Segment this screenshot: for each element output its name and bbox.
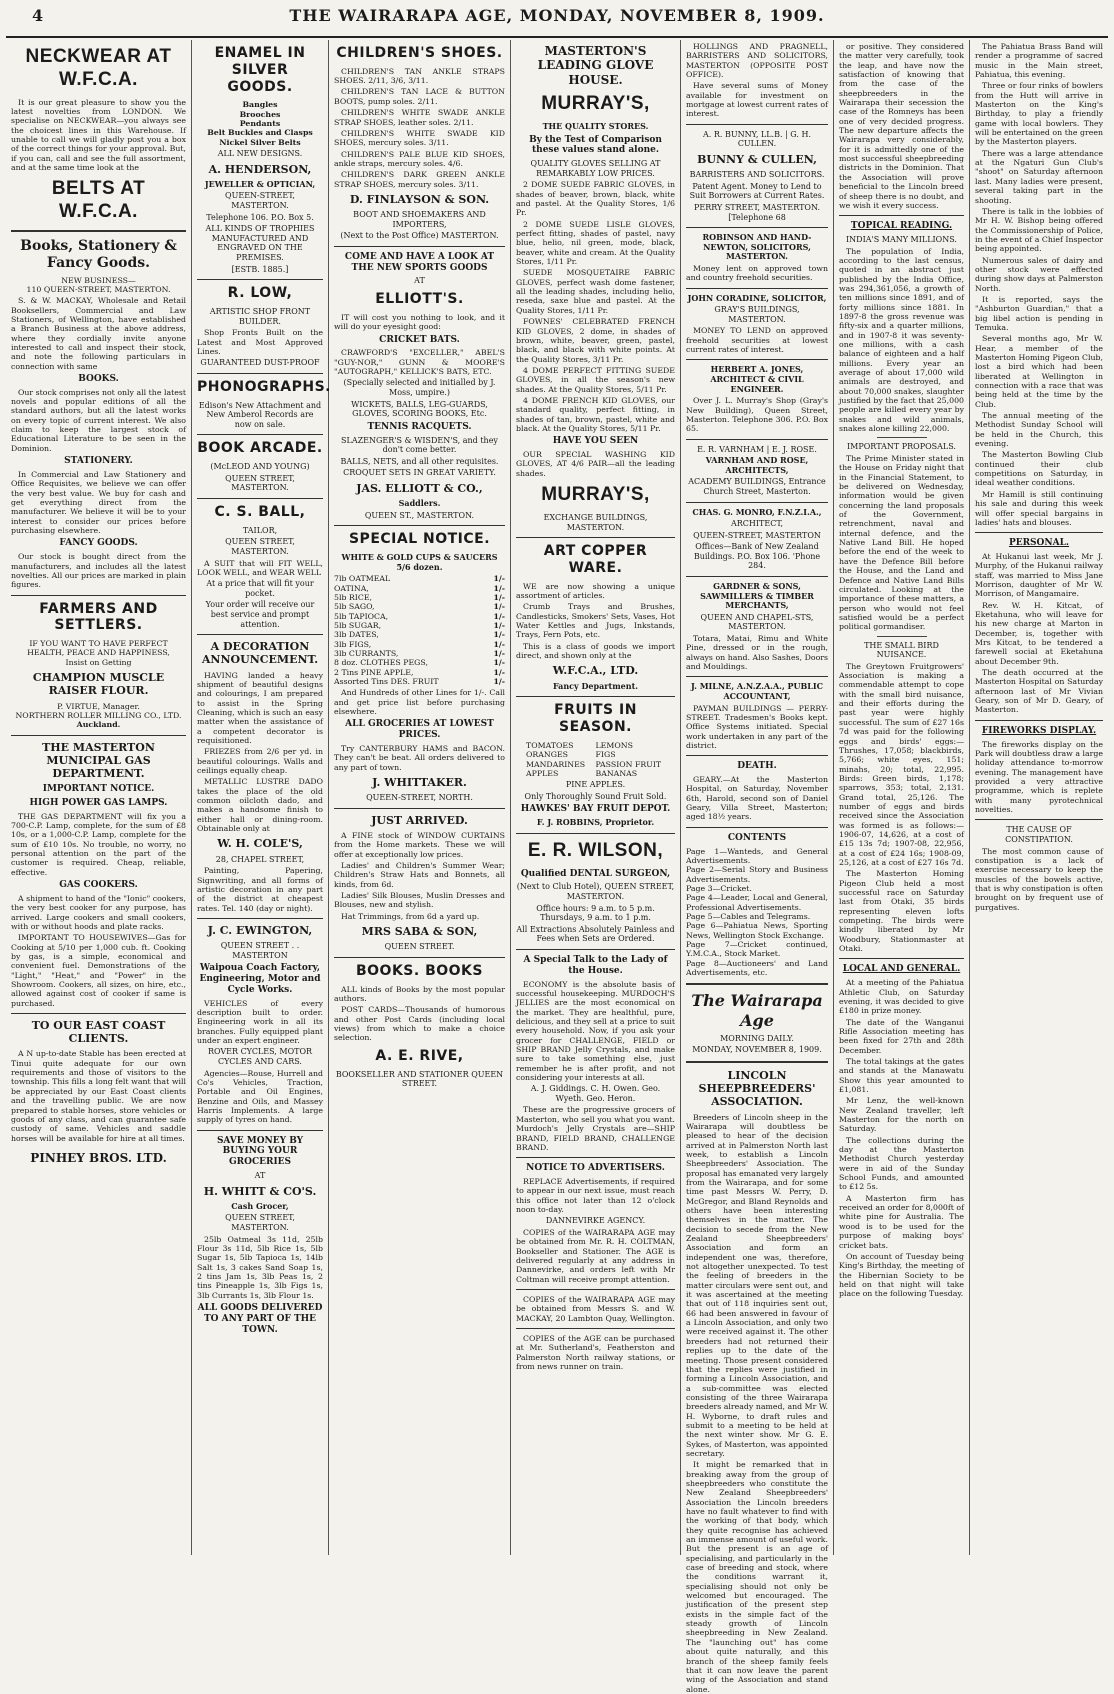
- price-item-price: 1/-: [493, 574, 505, 584]
- dado-text: METALLIC LUSTRE DADO takes the place of the old common oilcloth dado, and makes a handsome finish to either hall or dining-room. Obtainable only at: [197, 777, 323, 834]
- cups-saucers: WHITE & GOLD CUPS & SAUCERS 5/6 dozen.: [341, 552, 498, 572]
- price-item-price: 1/-: [493, 677, 505, 687]
- price-list-item: [334, 640, 505, 649]
- item-bangles: Bangles: [242, 100, 278, 110]
- personal-1: At Hukanui last week, Mr J. Murphy, of the Hukanui railway staff, was married to Miss Jane Morrison, daughter of Mr W. Morrison, of Mangamaire.: [975, 551, 1103, 599]
- cricket-selected: (Specially selected and initialled by J. Moss, umpire.): [343, 378, 496, 397]
- hundreds-lines: And Hundreds of other Lines for 1/-. Call and get price list before purchasing elsewhere.: [334, 688, 505, 717]
- column-3: [329, 40, 511, 1555]
- virtue-signature: P. VIRTUE, Manager.: [57, 701, 140, 711]
- ball-address: QUEEN STREET, MASTERTON.: [225, 537, 295, 556]
- price-list-item: [334, 612, 505, 621]
- shoe-line-6: CHILDREN'S DARK GREEN ANKLE STRAP SHOES, mercury soles. 3/11.: [334, 170, 505, 189]
- masthead: [6, 0, 1108, 38]
- books-heading: Books, Stationery & Fancy Goods.: [20, 237, 177, 271]
- economy-text: ECONOMY is the absolute basis of successful housekeeping. MURDOCH'S JELLIES are the most economical on the market. They are healthful, pure, delicious, and they sell at a price to suit every household. Now, if you ask your grocer for CHALLENGE, FIELD or SHIP BRAND Jelly Crystals, and make sure to take something else, just remember he is after profit, and not considering your interests at all.: [516, 979, 675, 1082]
- local-4: Mr Lenz, the well-known New Zealand traveller, left Masterton for the north on Saturday.: [839, 1096, 964, 1134]
- book-arcade-heading: BOOK ARCADE.: [197, 440, 323, 457]
- news-9: The Masterton Bowling Club continued their club competitions on Saturday, in ideal weather conditions.: [975, 450, 1103, 488]
- ball-price: At a price that will fit your pocket.: [206, 579, 314, 598]
- constipation-heading: THE CAUSE OF CONSTIPATION.: [1005, 825, 1073, 844]
- price-list-item: [334, 668, 505, 677]
- agencies-text: Agencies—Rouse, Hurrell and Co's Vehicles, Traction, Portable and Oil Engines, Benzine and Oils, and Massey Harris Implements. A large supply of tyres on hand.: [197, 1068, 323, 1125]
- varnham-heading: VARNHAM AND ROSE, ARCHITECTS,: [705, 455, 809, 475]
- cricket-wickets: WICKETS, BALLS, LEG-GUARDS, GLOVES, SCORING BOOKS, Etc.: [351, 399, 488, 419]
- lincoln-heading: LINCOLN SHEEPBREEDERS' ASSOCIATION.: [698, 1069, 816, 1109]
- low-trade: ARTISTIC SHOP FRONT BUILDER.: [209, 307, 311, 326]
- housewives-text: IMPORTANT TO HOUSEWIVES—Gas for Cooking at 5/10 per 1,000 cub. ft. Cooking by gas, is a simple, economical and convenient fuel. Demonstrations of the "Light," "Heat," and "Power" in the Showroom. Cookers, all sizes, on hire, etc., allowed against cost of cooker if same is purchased.: [11, 933, 186, 1008]
- contents-item: Page 8—Auctioneers' and Land Advertisements, etc.: [686, 958, 828, 978]
- fruit-item: MANDARINES: [526, 759, 586, 769]
- enamel-heading: ENAMEL IN SILVER GOODS.: [214, 45, 306, 95]
- news-6: It is reported, says the "Ashburton Guardian," that a big libel action is pending in Temuka.: [975, 294, 1103, 332]
- quality-stores: THE QUALITY STORES.: [542, 120, 649, 131]
- gas-cookers-heading: GAS COOKERS.: [59, 880, 138, 891]
- robbins-proprietor: F. J. ROBBINS, Proprietor.: [536, 817, 655, 828]
- ball-name: C. S. BALL,: [214, 504, 306, 520]
- wilson-address: (Next to Club Hotel), QUEEN STREET, MASTERTON.: [516, 882, 675, 901]
- price-item-price: 1/-: [493, 639, 505, 649]
- price-list-item: [334, 677, 505, 686]
- dust-proof: GUARANTEED DUST-PROOF: [200, 358, 320, 368]
- ball-suit: A SUIT that will FIT WELL, LOOK WELL, and WEAR WELL: [197, 558, 323, 577]
- elliott-co-name: JAS. ELLIOTT & CO.,: [356, 481, 483, 495]
- fireworks-heading: FIREWORKS DISPLAY.: [981, 725, 1097, 736]
- column-4: [511, 40, 681, 1555]
- local-general-heading: LOCAL AND GENERAL.: [842, 964, 961, 975]
- price-item-name: 7lb OATMEAL: [334, 574, 391, 584]
- glove-line-2: 2 DOME SUEDE LISLE GLOVES, perfect fitting, shades of pastel, navy blue, helio, nil green, mode, black, beaver, white and cream. At the Quality Stores, 1/11 Pr.: [516, 219, 675, 267]
- price-item-name: 5lb TAPIOCA,: [334, 611, 389, 621]
- important-notice: IMPORTANT NOTICE.: [42, 784, 155, 795]
- price-item-price: 1/-: [493, 658, 505, 668]
- whitt-delivery: ALL GOODS DELIVERED TO ANY PART OF THE TOWN.: [197, 1303, 323, 1335]
- coradine-text: MONEY TO LEND on approved freehold securities at lowest current rates of interest.: [686, 326, 828, 355]
- decoration-heading: A DECORATION ANNOUNCEMENT.: [201, 640, 319, 667]
- shoe-line-4: CHILDREN'S WHITE SWADE KID SHOES, mercury soles. 3/11.: [334, 128, 505, 148]
- whitt-prices: 25lb Oatmeal 3s 11d, 25lb Flour 3s 11d, 5lb Rice 1s, 5lb Sugar 1s, 5lb Tapioca 1s, 14lb Salt 1s, 3 cakes Sand Soap 1s, 2 tins Jam 1s, 3lb Peas 1s, 2 tins Pineapple 1s, 3lb Figs 1s, 3lb Currants 1s, 3lb Flour 1s.: [197, 1234, 323, 1300]
- rover-text: ROVER CYCLES, MOTOR CYCLES AND CARS.: [207, 1047, 313, 1067]
- wellington-copies: COPIES of the WAIRARAPA AGE may be obtained from Messrs S. and W. MACKAY, 20 Lambton Quay, Wellington.: [516, 1295, 675, 1323]
- price-item-price: 1/-: [493, 602, 505, 612]
- price-item-price: 1/-: [493, 649, 505, 659]
- price-list-item: [334, 621, 505, 630]
- hollings-text: Have several sums of Money available for investment on mortgage at lowest current rates of interest.: [686, 81, 828, 119]
- friezes-text: FRIEZES from 2/6 per yd. in beautiful colourings. Walls and ceilings equally cheap.: [197, 747, 323, 776]
- dannevirke-text: COPIES of the WAIRARAPA AGE may be obtained from Mr. R. H. COLTMAN, Bookseller and Stationer. The AGE is delivered regularly at any address in Dannevirke, and orders left with Mr Coltman will receive prompt attention.: [516, 1227, 675, 1284]
- wfca-name: W.F.C.A., LTD.: [552, 664, 639, 678]
- monro-heading: CHAS. G. MONRO, F.N.Z.I.A.,: [692, 506, 822, 517]
- finlayson-address: (Next to the Post Office) MASTERTON.: [340, 231, 499, 241]
- gas-lamps-text: THE GAS DEPARTMENT will fix you a 700-C.P. Lamp, complete, for the sum of £8 10s, or a 1,000-C.P. Lamp, complete for the sum of £10 10s. No trouble, no worry, no personal attention on the part of the customer is required. Cheap, reliable, effective.: [11, 811, 186, 877]
- glove-line-3: SUEDE MOSQUETAIRE FABRIC GLOVES, perfect wash dome fastener, all the leading shades, including helio, reseda, saxe blue and pastel. At the Quality Stores, 1/11 Pr.: [516, 268, 675, 315]
- art-copper-items: Crumb Trays and Brushes, Candlesticks, Smokers' Sets, Vases, Hot Water Kettles and Jugs, Inkstands, Trays, Fern Pots, etc.: [516, 602, 675, 640]
- price-list-item: [334, 574, 505, 583]
- price-item-price: 1/-: [493, 630, 505, 640]
- lincoln-text-1: Breeders of Lincoln sheep in the Wairarapa will doubtless be pleased to hear of the decision arrived at in Palmerston North last week, to establish a Lincoln Sheepbreeders' Association. The proposal has emanated very largely from the Wairarapa, and for some time past Messrs W. Perry, D. McGregor, and Bland Reynolds and others have been interesting themselves in the matter. The decision to secede from the New Zealand Sheepbreeders' Association and form an independent one was, therefore, not altogether unexpected. To test the feeling of breeders in the matter circulars were sent out, and it was ascertained at the meeting that out of 118 inquiries sent out, 66 had been answered in favour of a Lincoln Association, and only two were received against it. The other breeders had not returned their replies up to the date of the meeting. Those present considered that the replies were justified in forming a Lincoln Association, and a sub-committee was elected consisting of the three Wairarapa breeders already named, and Mr W. H. Wyborne, to draft rules and submit to a meeting to be held at the next winter show. Mr G. E. Sykes, of Masterton, was appointed secretary.: [686, 1112, 828, 1458]
- decoration-text: HAVING landed a heavy shipment of beautiful designs and colourings, I am prepared to assist in the Spring Cleaning, which is such an easy matter when the assistance of a competent decorator is requisitioned.: [197, 670, 323, 746]
- post-cards: POST CARDS—Thousands of humorous and other Post Cards (including local views) from which to make a choice selection.: [334, 1005, 505, 1043]
- news-7: Several months ago, Mr W. Hear, a member of the Masterton Homing Pigeon Club, lost a bird which had been liberated at Wellington in connection with a race that was being held at the time by the Club.: [975, 334, 1103, 409]
- whittaker-address: QUEEN-STREET, NORTH.: [366, 793, 473, 803]
- cole-address: 28, CHAPEL STREET,: [215, 854, 305, 864]
- column-5: [681, 40, 834, 1694]
- have-you-seen: HAVE YOU SEEN: [552, 436, 639, 447]
- cole-text: Painting, Papering, Signwriting, and all forms of artistic decoration in any part of the district at cheapest rates. Tel. 140 (day or night).: [197, 866, 323, 913]
- price-list-item: [334, 649, 505, 658]
- belts-heading: BELTS AT W.F.C.A.: [51, 178, 146, 223]
- gardner-address: QUEEN AND CHAPEL-STS, MASTERTON.: [700, 612, 814, 632]
- contents-item: Page 4—Leader, Local and General, Professional Advertisements.: [686, 893, 828, 912]
- quality-gloves: QUALITY GLOVES SELLING AT REMARKABLY LOW PRICES.: [530, 159, 661, 178]
- whitt-trade: Cash Grocer,: [231, 1200, 289, 1211]
- page-number: 4: [32, 6, 44, 25]
- pine-apples: PINE APPLES.: [565, 780, 626, 790]
- book-arcade-address: QUEEN STREET, MASTERTON.: [225, 473, 295, 493]
- henderson-trade: JEWELLER & OPTICIAN,: [204, 178, 316, 189]
- neckwear-heading: NECKWEAR AT W.F.C.A.: [25, 46, 172, 90]
- henderson-telephone: Telephone 106. P.O. Box 5.: [206, 212, 314, 222]
- glove-line-6: 4 DOME FRENCH KID GLOVES, our standard quality, perfect fitting, in shades of tan, brown, pastel, white and black. At the Quality Stores, 5/11 Pr.: [516, 395, 675, 433]
- washing-gloves: OUR SPECIAL WASHING KID GLOVES, AT 4/6 PAIR—all the leading shades.: [516, 450, 675, 478]
- personal-2: Rev. W. H. Kitcat, of Eketahuna, who will leave for his new charge at Marton in December, is, together with Mrs Kitcat, to be tendered a farewell social at Eketahuna about December 9th.: [975, 600, 1103, 666]
- item-buckles: Belt Buckles and Clasps: [207, 128, 313, 138]
- column-2: [192, 40, 329, 1555]
- special-notice-heading: SPECIAL NOTICE.: [348, 531, 491, 548]
- saba-address: QUEEN STREET.: [384, 942, 455, 952]
- bunny-cullen: BUNNY & CULLEN,: [697, 152, 817, 166]
- glove-line-5: 4 DOME PERFECT FITTING SUEDE GLOVES, in all the season's new shades. At the Quality Stores, 5/11 Pr.: [516, 365, 675, 394]
- cricket-brands: CRAWFORD'S "EXCELLER," ABEL'S "GUY-NOR," GUNN & MOORE'S "AUTOGRAPH," KELLICK'S BATS, ETC.: [334, 348, 505, 377]
- sports-goods-heading: COME AND HAVE A LOOK AT THE NEW SPORTS GOODS: [344, 251, 495, 273]
- railway-copies: COPIES of the AGE can be purchased at Mr. Sutherland's, Featherston and Palmerston North railway stations, or from news runner on train.: [516, 1334, 675, 1372]
- glove-line-4: FOWNES' CELEBRATED FRENCH KID GLOVES, 2 dome, in shades of brown, white, beaver, green, pastel, black, and black with white points. At the Quality Stores, 3/11 Pr.: [516, 317, 675, 364]
- groceries-lowest: ALL GROCERIES AT LOWEST PRICES.: [345, 719, 494, 741]
- sports-at: AT: [414, 276, 425, 286]
- price-item-name: 3lb CURRANTS,: [334, 649, 399, 659]
- age-title: The Wairarapa Age: [691, 991, 823, 1030]
- news-2: Three or four rinks of bowlers from the Hutt will arrive in Masterton on the King's Birthday, to play a friendly game with local bowlers. They will be entertained on the green by the Masterton players.: [975, 81, 1103, 147]
- elliott-address: QUEEN ST., MASTERTON.: [364, 510, 475, 520]
- east-coast-heading: TO OUR EAST COAST CLIENTS.: [31, 1019, 166, 1046]
- fancy-department: Fancy Department.: [552, 680, 639, 691]
- trimmings-text: Hat Trimmings, from 6d a yard up.: [341, 911, 480, 921]
- news-10: Mr Hamill is still continuing his sale and during this week will offer special bargains in ladies' hats and blouses.: [975, 489, 1103, 527]
- just-arrived-heading: JUST ARRIVED.: [371, 813, 468, 827]
- ball-trade: TAILOR,: [242, 525, 278, 535]
- whitt-address: QUEEN STREET, MASTERTON.: [225, 1213, 295, 1233]
- notice-advertisers-heading: NOTICE TO ADVERTISERS.: [526, 1163, 665, 1174]
- phonographs-text: Edison's New Attachment and New Amberol Records are now on sale.: [198, 400, 322, 429]
- fruit-item: TOMATOES: [526, 740, 574, 750]
- issue-date: MONDAY, NOVEMBER 8, 1909.: [692, 1045, 822, 1055]
- mackay-intro: S. & W. MACKAY, Wholesale and Retail Booksellers, Commercial and Law Stationers, of Wellington, have established a Branch Business at the above address, where they cordially invite anyone interested to call and inspect their stock, and note the following particulars in connection with same: [11, 296, 186, 371]
- fruits-heading: FRUITS IN SEASON.: [554, 702, 637, 736]
- new-business: NEW BUSINESS—: [61, 275, 136, 285]
- lincoln-text-2: It might be remarked that in breaking away from the group of sheepbreeders who constitute the New Zealand Sheepbreeders' Association the Lincoln breeders have no fault whatever to find with the working of that body, which they quite recognise has achieved an immense amount of useful work. But the present is an age of specialising, and particularly in the case of breeding and stock, where the conditions warrant it, specialising should not only be welcomed but encouraged. The justification of the present step exists in the simple fact of the steady growth of Lincoln sheepbreeding in New Zealand. The "launching out" has come about quite naturally, and this branch of the sheep family feels that it can now leave the parent wing of the Association and stand alone.: [686, 1460, 828, 1694]
- local-5: The collections during the day at the Masterton Methodist Church yesterday were in aid of the Sunday School Funds, and amounted to £12 5s.: [839, 1135, 964, 1192]
- item-pendants: Pendants: [239, 119, 281, 129]
- flour-heading: CHAMPION MUSCLE RAISER FLOUR.: [32, 671, 165, 698]
- book-arcade-owners: (McLEOD AND YOUNG): [210, 462, 310, 472]
- contents-list: [686, 847, 828, 978]
- india-heading: INDIA'S MANY MILLIONS.: [846, 234, 957, 244]
- bunny-partners: A. R. BUNNY, LL.B. | G. H. CULLEN.: [702, 129, 811, 149]
- robinson-text: Money lent on approved town and country freehold securities.: [686, 263, 828, 283]
- tennis-brands: SLAZENGER'S & WISDEN'S, and they don't come better.: [341, 435, 498, 455]
- fruit-item: APPLES: [526, 768, 559, 778]
- vehicles-text: VEHICLES of every description built to order. Engineering work in all its branches. Fully equipped plant under an expert engineer.: [197, 998, 323, 1046]
- robinson-heading: ROBINSON AND HAND-NEWTON, SOLICITORS, MASTERTON.: [702, 232, 812, 262]
- local-3: The total takings at the gates and stands at the Manawatu Show this year amounted to £1,081.: [839, 1056, 964, 1094]
- whittaker-name: J. WHITTAKER.: [372, 776, 467, 790]
- fruit-item: LEMONS: [595, 740, 633, 750]
- personal-heading: PERSONAL.: [1008, 538, 1070, 549]
- extractions: All Extractions Absolutely Painless and Fees when Sets are Ordered.: [516, 924, 675, 944]
- contents-item: Page 5—Cables and Telegrams.: [686, 912, 811, 922]
- pinhey-bros: PINHEY BROS. LTD.: [30, 1150, 167, 1165]
- local-2: The date of the Wanganui Rifle Association meeting has been fixed for 27th and 28th December.: [839, 1017, 964, 1055]
- coradine-heading: JOHN CORADINE, SOLICITOR,: [687, 292, 827, 303]
- art-copper-heading: ART COPPER WARE.: [543, 543, 648, 576]
- summer-wear-text: Ladies' and Children's Summer Wear; Children's Straw Hats and Bonnets, all kinds, from 6d.: [334, 861, 505, 889]
- small-bird-text: The Greytown Fruitgrowers' Association is making a commendable attempt to cope with the small bird nuisance, and their efforts during the past year were highly successful. The sum of £27 16s 7d was paid for the following eggs and birds' eggs:—Thrushes, 17,058; blackbirds, 5,766; white eyes, 151; minahs, 20; total, 22,995. Birds: Green birds, 1,178; sparrows, 353; total, 2,131. Grand total, 25,126. The number of eggs and birds received since the Association was formed is as follows:—1906-07, 14,626, at a cost of £15 13s 7d; 1907-08, 22,956, at a cost of £24 16s; 1908-09, 25,126, at a cost of £27 16s 7d.: [839, 661, 964, 867]
- news-1: The Pahiatua Brass Band will render a programme of sacred music in the Main street, Pahiatua, this evening.: [975, 42, 1103, 80]
- hollings-heading: HOLLINGS AND PRAGNELL, BARRISTERS AND SOLICITORS, MASTERTON (OPPOSITE POST OFFICE).: [686, 42, 828, 80]
- fancy-goods-subheading: FANCY GOODS.: [59, 538, 138, 549]
- stationery-text: In Commercial and Law Stationery and Office Requisites, we believe we can offer the very best value. We buy for cash and get everything direct from the manufacturer. We believe it will be to your interest to consider our prices before purchasing elsewhere.: [11, 469, 186, 536]
- fruit-list: [516, 741, 675, 778]
- blouses-text: Ladies' Silk Blouses, Muslin Dresses and Blouses, new and stylish.: [334, 891, 505, 910]
- price-item-price: 1/-: [493, 621, 505, 631]
- art-copper-intro: WE are now showing a unique assortment of articles.: [516, 581, 675, 601]
- constipation-text: The most common cause of constipation is a lack of exercise necessary to keep the muscles of the bowels active, that is why constipation is often brought on by frequent use of purgatives.: [975, 846, 1103, 912]
- proposals-text: The Prime Minister stated in the House on Friday night that in the Financial Statement, to be delivered on Wednesday, information would be given concerning the land proposals of the Government, retrenchment, naval and internal defence, and the Native Land Bill. He hoped before the end of the week to have the Defence Bill before the House, and the Land and Defence and Native Land Bills circulated. Looking at the importance of these matters, a person who would not feel satisfied would be a perfect political gormandiser.: [839, 454, 964, 632]
- mackay-address: 110 QUEEN-STREET, MASTERTON.: [26, 284, 171, 294]
- tennis-balls: BALLS, NETS, and all other requisites.: [340, 456, 499, 466]
- health-text: IF YOU WANT TO HAVE PERFECT HEALTH, PEACE AND HAPPINESS,: [27, 639, 170, 658]
- news-5: Numerous sales of dairy and other stock were effected during show days at Palmerston North.: [975, 255, 1103, 293]
- death-notice: GEARY.—At the Masterton Hospital, on Saturday, November 6th, Harold, second son of Daniel Geary, Villa Street, Masterton; aged 18½ years.: [686, 775, 828, 822]
- price-list-item: [334, 584, 505, 593]
- local-1: At a meeting of the Pahiatua Athletic Club, on Saturday evening, it was decided to give £180 in prize money.: [839, 978, 964, 1016]
- gardner-text: Totara, Matai, Rimu and White Pine, dressed or in the rough, always on hand. Also Sashes, Doors and Mouldings.: [686, 634, 828, 672]
- glove-house-heading: MASTERTON'S LEADING GLOVE HOUSE.: [537, 44, 654, 87]
- fruit-depot: HAWKES' BAY FRUIT DEPOT.: [520, 804, 671, 815]
- insist-text: Insist on Getting: [65, 657, 132, 667]
- fruit-item: ORANGES: [526, 750, 568, 760]
- varnham-address: ACADEMY BUILDINGS, Entrance Church Street, Masterton.: [688, 477, 826, 496]
- books-text: Our stock comprises not only all the latest novels and popular editions of all the standard authors, but all the latest works on every topic of current interest. We also claim to keep the largest stock of Educational Literature to be seen in the Dominion.: [11, 387, 186, 453]
- column-6: [834, 40, 970, 1555]
- local-7: On account of Tuesday being King's Birthday, the meeting of the Hibernian Society to be held on that night will take place on the following Tuesday.: [839, 1251, 964, 1299]
- new-designs: ALL NEW DESIGNS.: [217, 149, 303, 159]
- price-item-price: 1/-: [493, 667, 505, 677]
- item-belts: Nickel Silver Belts: [219, 137, 301, 147]
- morning-daily: MORNING DAILY.: [720, 1033, 794, 1043]
- bunny-trade: BARRISTERS AND SOLICITORS.: [689, 170, 825, 180]
- news-4: There is talk in the lobbies of Mr H. W. Bishop being offered the Commissionership of Police, in the event of a Chief Inspector being appointed.: [975, 206, 1103, 254]
- glove-line-1: 2 DOME SUEDE FABRIC GLOVES, in shades of beaver, brown, black, white and pastel. At the Quality Stores, 1/6 Pr.: [516, 180, 675, 218]
- murrays-heading: MURRAY'S,: [541, 93, 650, 115]
- grocery-price-list: [334, 574, 505, 686]
- local-6: A Masterton firm has received an order for 8,000ft of white pine for Australia. The wood is to be used for the purpose of making boys' cricket bats.: [839, 1193, 964, 1250]
- topical-reading-heading: TOPICAL READING.: [850, 221, 953, 232]
- henderson-name: A. HENDERSON,: [208, 162, 312, 176]
- contents-item: Page 1—Wanteds, and General Advertisements.: [686, 846, 828, 865]
- milne-text: PAYMAN BUILDINGS — PERRY-STREET. Tradesmen's Books kept. Office Systems initiated. Special work undertaken in any part of the district.: [686, 703, 828, 750]
- price-item-name: 5lb SAGO,: [334, 602, 375, 612]
- jones-heading: HERBERT A. JONES, ARCHITECT & CIVIL ENGINEER.: [710, 364, 804, 394]
- price-item-price: 1/-: [493, 583, 505, 593]
- contents-item: Page 3—Cricket.: [686, 884, 752, 893]
- price-item-price: 1/-: [493, 611, 505, 621]
- pigeon-text: The Masterton Homing Pigeon Club held a most successful race on Saturday last from Otaki, 35 birds representing eleven lofts competing. The birds were kindly liberated by Mr Woodbury, Stationmaster at Otaki.: [839, 869, 964, 954]
- proposals-heading: IMPORTANT PROPOSALS.: [847, 442, 956, 452]
- fruit-item: FIGS: [595, 750, 616, 760]
- books-books-heading: BOOKS. BOOKS: [355, 962, 483, 979]
- cole-name: W. H. COLE'S,: [217, 837, 303, 851]
- price-list-item: [334, 602, 505, 611]
- price-item-name: Assorted Tins DES. FRUIT: [334, 677, 439, 687]
- farmers-heading: FARMERS AND SETTLERS.: [39, 600, 158, 634]
- jones-address: Over J. L. Murray's Shop (Gray's New Building), Queen Street, Masterton. Telephone 306. P.O. Box 65.: [686, 396, 828, 434]
- finlayson-trade: BOOT AND SHOEMAKERS AND IMPORTERS,: [353, 210, 486, 229]
- elliotts-intro: IT will cost you nothing to look, and it will do your eyesight good:: [334, 312, 505, 332]
- coradine-address: GRAY'S BUILDINGS, MASTERTON.: [714, 305, 800, 324]
- price-item-name: 8 doz. CLOTHES PEGS,: [334, 658, 428, 668]
- test-comparison: By the Test of Comparison these values stand alone.: [529, 134, 662, 156]
- ball-orders: Your order will receive our best service and prompt attention.: [205, 600, 315, 629]
- column-1: [6, 40, 192, 1555]
- india-text: The population of India, according to the last census, quoted in an abstract just published by the India Office, was 294,361,056, a growth of ten millions since 1891, and of forty millions since 1881. In 1897-8 the gross revenue was fifty-six and a quarter millions, and in 1907-8 it was seventy-one millions, with a cash balance of eighteen and a half millions. Every year an average of about 17,000 wild animals are destroyed, and about 70,000 snakes, slaughter justified by the fact that 25,000 people are killed every year by snakes and wild animals, snakes alone killing 22,000.: [839, 246, 964, 434]
- fancy-goods-text: Our stock is bought direct from the manufacturers, and includes all the latest novelties. All our prices are marked in plain figures.: [11, 552, 186, 590]
- tennis-heading: TENNIS RACQUETS.: [367, 421, 472, 432]
- fruit-item: PASSION FRUIT: [595, 759, 662, 769]
- henderson-trophies: ALL KINDS OF TROPHIES MANUFACTURED AND ENGRAVED ON THE PREMISES.: [205, 224, 315, 263]
- dental-surgeon: Qualified DENTAL SURGEON,: [520, 868, 671, 879]
- croquet-sets: CROQUET SETS IN GREAT VARIETY.: [343, 468, 496, 478]
- price-item-name: 5lb RICE,: [334, 592, 373, 602]
- milling-company: NORTHERN ROLLER MILLING CO., LTD.: [15, 710, 182, 720]
- contents-heading: CONTENTS: [727, 832, 787, 843]
- item-brooches: Brooches: [239, 109, 281, 119]
- shoe-line-5: CHILDREN'S PALE BLUE KID SHOES, ankle straps, mercury soles. 4/6.: [334, 149, 505, 168]
- news-3: There was a large attendance at the Ngaturi Gun Club's "shoot" on Saturday afternoon last. Many ladies were present, several taking part in the shooting.: [975, 148, 1103, 205]
- price-item-price: 1/-: [493, 592, 505, 602]
- low-text: Shop Fronts Built on the Latest and Most Approved Lines.: [197, 328, 323, 356]
- fruit-item: BANANAS: [595, 768, 638, 778]
- price-list-item: [334, 658, 505, 667]
- save-money-heading: SAVE MONEY BY BUYING YOUR GROCERIES: [216, 1135, 304, 1168]
- elliott-trade: Saddlers.: [398, 498, 441, 509]
- stable-text: A N up-to-date Stable has been erected at Tinui quite adequate for our own requirements and those of visitors to the township. This fills a long felt want that will be appreciated by our East Coast clients and the travelling public. We are now prepared to stable horses, store vehicles or goods of any class, and can guarantee safe custody of same. Vehicles and saddle horses will be available for hire at all times.: [11, 1049, 186, 1143]
- price-item-name: OATINA,: [334, 583, 369, 593]
- gas-lamps-heading: HIGH POWER GAS LAMPS.: [29, 797, 168, 808]
- shoe-line-3: CHILDREN'S WHITE SWADE ANKLE STRAP SHOES, leather soles. 2/11.: [334, 108, 505, 127]
- death-heading: DEATH.: [737, 761, 777, 772]
- notice-advertisers-text: REPLACE Advertisements, if required to appear in our next issue, must reach this office not later than 12 o'clock noon to-day.: [516, 1177, 675, 1215]
- news-8: The annual meeting of the Methodist Sunday School will be held in the Church, this evening.: [975, 411, 1103, 449]
- bunny-address: PERRY STREET, MASTERTON. [Telephone 68: [693, 202, 821, 222]
- shoe-line-2: CHILDREN'S TAN LACE & BUTTON BOOTS, pump soles. 2/11.: [334, 87, 505, 106]
- varnham-partners: E. R. VARNHAM | E. J. ROSE.: [697, 444, 817, 454]
- gardner-heading: GARDNER & SONS, SAWMILLERS & TIMBER MERCHANTS,: [700, 581, 814, 611]
- contents-item: Page 2—Serial Story and Business Advertisements.: [686, 865, 828, 884]
- dannevirke-heading: DANNEVIRKE AGENCY.: [545, 1216, 646, 1226]
- special-talk-heading: A Special Talk to the Lady of the House.: [523, 954, 668, 976]
- ewington-name: J. C. EWINGTON,: [207, 923, 313, 937]
- fireworks-text: The fireworks display on the Park will doubtless draw a large holiday attendance to-morrow evening. The management have provided a very attractive programme, which is replete with many pyrotechnical novelties.: [975, 739, 1103, 815]
- neckwear-text: It is our great pleasure to show you the latest novelties from LONDON. We specialise on NECKWEAR—you always see the choicest lines in this Warehouse. If unable to call we will gladly post you a box of the correct things for your approval. But, if you can, call and see the full assortment, and at the same time look at the: [11, 97, 186, 172]
- henderson-est: [ESTB. 1885.]: [231, 264, 289, 274]
- low-name: R. LOW,: [227, 285, 293, 302]
- whitt-name: H. WHITT & CO'S.: [203, 1184, 317, 1198]
- price-list-item: [334, 593, 505, 602]
- rive-name: A. E. RIVE,: [375, 1047, 464, 1064]
- murrays-heading-2: MURRAY'S,: [541, 484, 650, 506]
- murrays-address: EXCHANGE BUILDINGS, MASTERTON.: [543, 512, 648, 532]
- ewington-address: QUEEN STREET . . MASTERTON: [220, 941, 300, 960]
- elliotts-heading: ELLIOTT'S.: [375, 291, 464, 308]
- price-item-name: 3lb DATES,: [334, 630, 379, 640]
- cricket-bats-heading: CRICKET BATS.: [379, 334, 460, 345]
- shoe-line-1: CHILDREN'S TAN ANKLE STRAPS SHOES. 2/11, 3/6, 3/11.: [334, 66, 505, 86]
- curtains-text: A FINE stock of WINDOW CURTAINS from the Home markets. These we will offer at exceptionally low prices.: [334, 831, 505, 859]
- save-money-at: AT: [254, 1171, 266, 1181]
- monro-offices: Offices—Bank of New Zealand Buildings. P.O. Box 106. 'Phone 284.: [693, 542, 821, 571]
- price-list-item: [334, 630, 505, 639]
- gas-dept-heading: THE MASTERTON MUNICIPAL GAS DEPARTMENT.: [42, 740, 155, 780]
- stationery-subheading: STATIONERY.: [64, 456, 133, 467]
- wilson-name: E. R. WILSON,: [527, 839, 664, 861]
- waipoua-heading: Waipoua Coach Factory, Engineering, Motor and Cycle Works.: [199, 963, 321, 995]
- sound-fruit: Only Thoroughly Sound Fruit Sold.: [524, 791, 667, 801]
- hams-bacon: Try CANTERBURY HAMS and BACON. They can't be beat. All orders delivered to any part of town.: [334, 744, 505, 772]
- contents-item: Page 6—Pahiatua News, Sporting News, Wellington Stock Exchange.: [686, 921, 828, 940]
- personal-3: The death occurred at the Masterton Hospital on Saturday afternoon last of Mr Vivian Geary, son of Mr D. Geary, of Masterton.: [975, 668, 1103, 715]
- price-item-name: 2 Tins PINE APPLE,: [334, 667, 414, 677]
- lincoln-continued: or positive. They considered the matter very carefully, took the leap, and have now the satisfaction of knowing that from the case of the sheepbreeders in the Wairarapa their secession the case of the Romneys has been one of very decided progress. The new departure affects the Wairarapa very considerably, for it is admittedly one of the most successful sheepbreeding districts in the Dominion. That the Association will prove beneficial to the Lincoln breed of sheep there is no doubt, and we wish it every success.: [839, 42, 964, 210]
- books-authors: ALL kinds of Books by the most popular authors.: [334, 984, 505, 1004]
- saba-name: MRS SABA & SON,: [361, 925, 478, 939]
- childrens-shoes-heading: CHILDREN'S SHOES.: [336, 45, 503, 61]
- price-item-name: 3lb FIGS,: [334, 639, 372, 649]
- auckland: Auckland.: [76, 720, 121, 730]
- henderson-address: QUEEN-STREET, MASTERTON.: [225, 191, 295, 211]
- monro-address: QUEEN-STREET, MASTERTON: [693, 530, 821, 540]
- contents-item: Page 7—Cricket continued, Y.M.C.A., Stock Market.: [686, 940, 828, 959]
- small-bird-heading: THE SMALL BIRD NUISANCE.: [864, 640, 939, 660]
- office-hours: Office hours: 9 a.m. to 5 p.m. Thursdays, 9 a.m. to 1 p.m.: [536, 903, 655, 923]
- price-item-name: 5lb SUGAR,: [334, 621, 382, 631]
- rive-address: BOOKSELLER AND STATIONER QUEEN STREET.: [335, 1069, 504, 1089]
- monro-trade: ARCHITECT,: [730, 519, 784, 529]
- finlayson-name: D. FINLAYSON & SON.: [349, 192, 490, 206]
- column-7: [970, 40, 1108, 1555]
- art-copper-import: This is a class of goods we import direct, and shown only at the: [516, 641, 675, 661]
- gas-cookers-text: A shipment to hand of the "Ionic" cookers, the very best cooker for any purpose, has arrived. Large cookers and small cookers, with or without hoods and plate racks.: [11, 893, 186, 931]
- books-subheading: BOOKS.: [78, 373, 119, 384]
- grocers-list: A. J. Giddings. C. H. Owen. Geo. Wyeth. Geo. Heron.: [530, 1084, 661, 1103]
- bunny-money: Patent Agent. Money to Lend to Suit Borrowers at Current Rates.: [689, 181, 825, 201]
- phonographs-heading: PHONOGRAPHS.: [197, 378, 331, 395]
- progressive-grocers: These are the progressive grocers of Masterton, who sell you what you want. Murdoch's Jelly Crystals are—SHIP BRAND, FIELD BRAND, CHALLENGE BRAND.: [516, 1105, 675, 1152]
- newspaper-title: THE WAIRARAPA AGE, MONDAY, NOVEMBER 8, 1909.: [289, 6, 825, 25]
- milne-heading: J. MILNE, A.N.Z.A.A., PUBLIC ACCOUNTANT,: [690, 681, 824, 701]
